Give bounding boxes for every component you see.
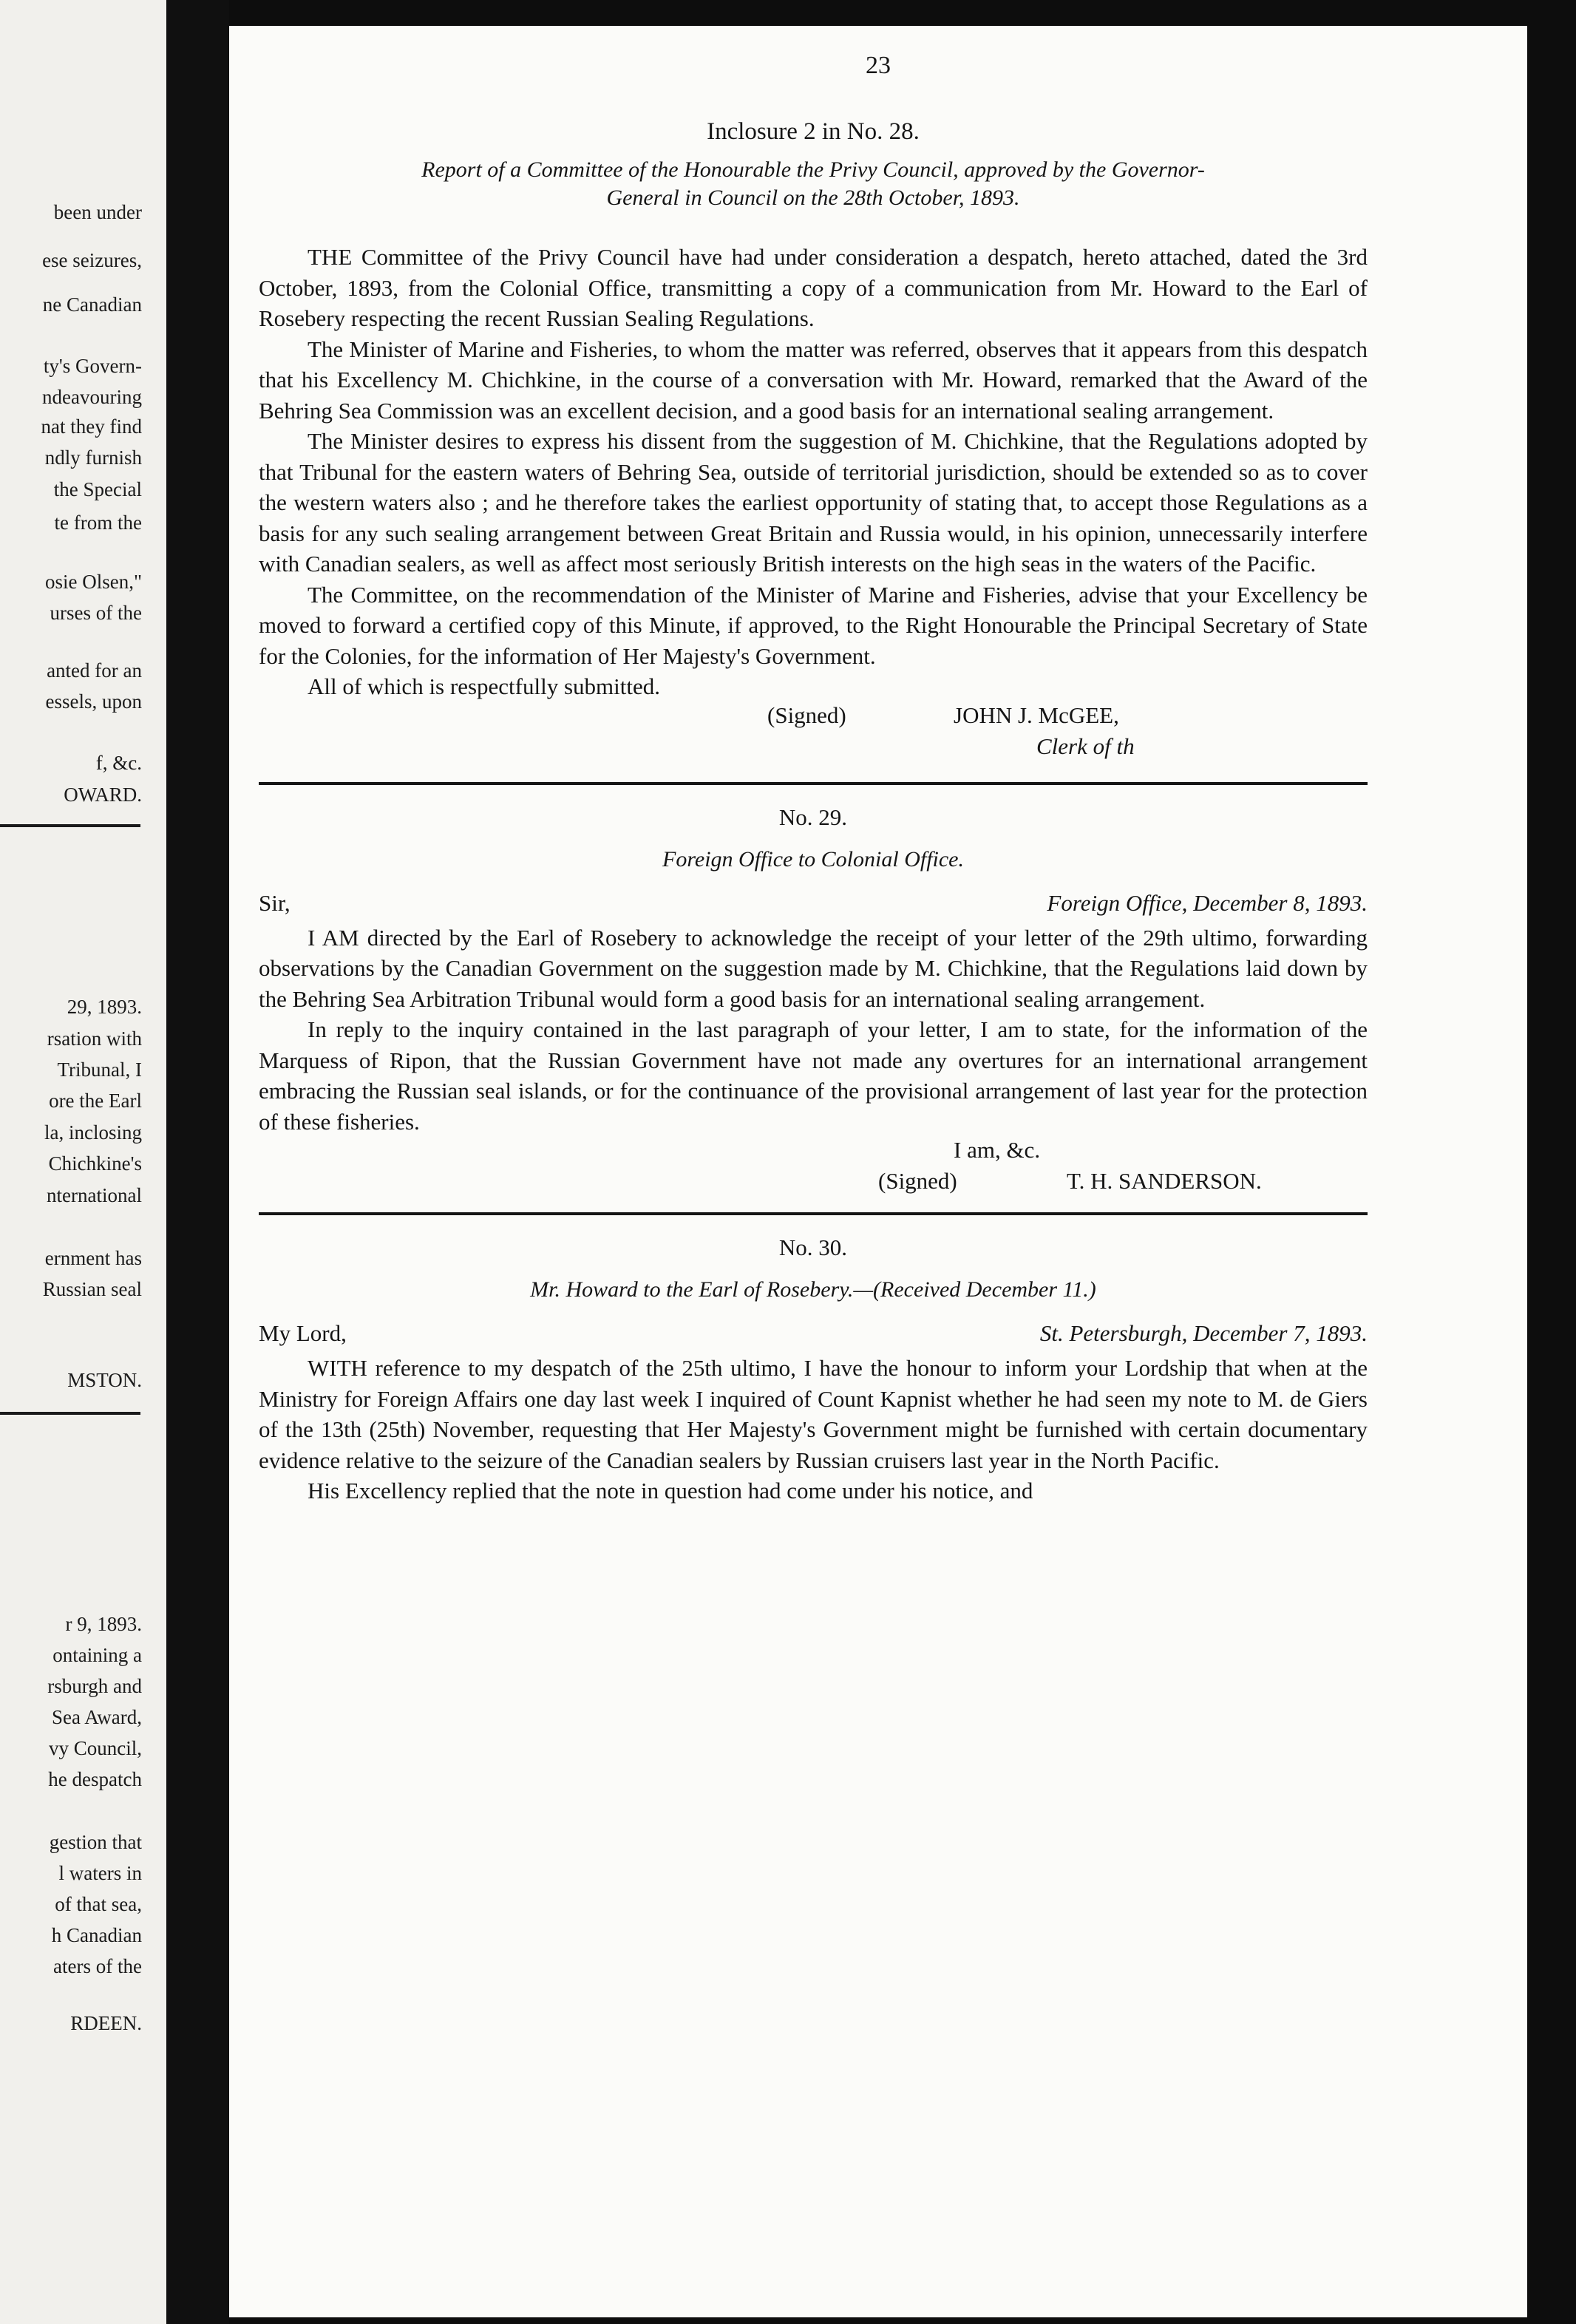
paragraph: The Minister of Marine and Fisheries, to whom the matter was referred, observes that it appears from this despatch that his Excellency M. Chichkine, in the course of a conversation with Mr. Howard, remarked that the Award of the Behring Sea Commission was an excellent decision, and a good basis for an international sealing arrangement.: [259, 336, 1368, 424]
document-number: No. 29.: [778, 803, 848, 830]
book-gutter: [166, 0, 229, 2324]
dateline: [259, 890, 1368, 923]
left-page-line: Russian seal: [42, 1278, 142, 1300]
closing-text: I am, &c.: [954, 1137, 1041, 1163]
signer-name: JOHN J. McGEE,: [954, 701, 1119, 728]
left-page-line: aters of the: [53, 1955, 142, 1977]
adjacent-page-fragment: [0, 0, 166, 2324]
paragraph: His Excellency replied that the note in question had come under his notice, and: [308, 1478, 1033, 1504]
signed-label: (Signed): [878, 1168, 957, 1194]
document-page: [229, 26, 1527, 2317]
paragraph: All of which is respectfully submitted.: [308, 673, 660, 699]
salutation: Sir,: [259, 889, 291, 916]
left-page-line: gestion that: [49, 1831, 142, 1853]
signer-name: T. H. SANDERSON.: [1067, 1168, 1262, 1194]
left-page-line: osie Olsen,": [44, 571, 142, 593]
document-subtitle: Mr. Howard to the Earl of Rosebery.—(Received December 11.): [530, 1277, 1096, 1302]
left-page-line: ore the Earl: [49, 1090, 142, 1112]
report-body: [259, 242, 1368, 702]
left-page-line: vy Council,: [49, 1737, 142, 1759]
paragraph: WITH reference to my despatch of the 25th ultimo, I have the honour to inform your Lordship that when at the Ministry for Foreign Affairs one day last week I inquired of Count Kapnist whether he had seen my note to M. de Giers of the 13th (25th) November, requesting that Her Majesty's Government might be furnished with certain documentary evidence relative to the seizure of the Canadian sealers by Russian cruisers last year in the North Pacific.: [259, 1355, 1368, 1473]
inclosure-heading: Inclosure 2 in No. 28.: [707, 118, 920, 145]
left-page-line: r 9, 1893.: [65, 1613, 142, 1635]
signer-title: [259, 733, 1368, 769]
left-page-line: ontaining a: [52, 1644, 142, 1666]
left-page-line: OWARD.: [64, 784, 142, 806]
date-place: Foreign Office,: [1047, 889, 1188, 916]
report-title-line: Report of a Committee of the Honourable the Privy Council, approved by the Governor-: [421, 157, 1205, 182]
left-page-line: la, inclosing: [44, 1121, 142, 1144]
left-page-line: rsburgh and: [47, 1675, 142, 1697]
left-page-line: the Special: [53, 478, 142, 500]
left-page-line: urses of the: [50, 602, 142, 624]
document-subtitle: Foreign Office to Colonial Office.: [662, 846, 964, 872]
closing: [259, 1137, 1368, 1168]
left-page-line: of that sea,: [55, 1893, 142, 1915]
salutation: My Lord,: [259, 1320, 347, 1346]
paragraph: THE Committee of the Privy Council have had under consideration a despatch, hereto attached, dated the 3rd October, 1893, from the Colonial Office, transmitting a copy of a communication from Mr. Howard to the Earl of Rosebery respecting the recent Russian Sealing Regulations.: [259, 244, 1368, 331]
left-page-line: te from the: [54, 512, 142, 534]
paragraph: I AM directed by the Earl of Rosebery to acknowledge the receipt of your letter of the 29th ultimo, forwarding observations by the Canadian Government on the suggestion made by M. Chichkine, that the Regulations laid down by the Behring Sea Arbitration Tribunal would form a good basis for an international sealing arrangement.: [259, 924, 1368, 1012]
paragraph: The Minister desires to express his dissent from the suggestion of M. Chichkine, that the Regulations adopted by that Tribunal for the eastern waters of Behring Sea, outside of territorial jurisdiction, should be extended so as to cover the western waters also ; and he therefore takes the earliest opportunity of stating that, to accept those Regulations as a basis for any such sealing arrangement between Great Britain and Russia would, in his opinion, unnecessarily interfere with Canadian sealers, as well as affect most seriously British interests on the high seas in the waters of the Pacific.: [259, 428, 1368, 577]
left-page-line: ese seizures,: [42, 249, 142, 271]
left-page-line: anted for an: [47, 659, 142, 682]
report-title-line: General in Council on the 28th October, 1893.: [606, 186, 1020, 210]
left-page-line: ne Canadian: [42, 293, 142, 316]
date-value: December 8, 1893.: [1193, 889, 1368, 916]
left-page-line: ty's Govern-: [43, 355, 142, 377]
paragraph: The Committee, on the recommendation of the Minister of Marine and Fisheries, advise that your Excellency be moved to forward a certified copy of this Minute, if approved, to the Right Honourable the Principal Secretary of State for the Colonies, for the information of Her Majesty's Government.: [259, 581, 1368, 669]
section-divider: [259, 1212, 1368, 1215]
date-value: December 7, 1893.: [1193, 1320, 1368, 1346]
signature: [259, 1168, 1368, 1199]
left-page-line: Tribunal, I: [57, 1059, 142, 1081]
left-page-line: rsation with: [47, 1027, 142, 1050]
left-page-line: f, &c.: [95, 752, 142, 774]
report-signature: [259, 702, 1368, 733]
left-page-line: l waters in: [58, 1862, 142, 1884]
left-page-line: ndly furnish: [44, 446, 142, 469]
left-page-line: been under: [53, 201, 142, 223]
left-page-line: RDEEN.: [70, 2012, 142, 2034]
left-page-line: 29, 1893.: [67, 996, 142, 1018]
report-title: [259, 156, 1368, 212]
left-page-divider: [0, 1412, 140, 1415]
date: [1047, 890, 1368, 917]
left-page-line: ndeavouring: [42, 386, 142, 408]
date-place: St. Petersburgh,: [1039, 1320, 1188, 1346]
left-page-line: Sea Award,: [52, 1706, 142, 1728]
signed-label: (Signed): [767, 701, 846, 728]
left-page-line: MSTON.: [67, 1369, 142, 1391]
section-divider: [259, 782, 1368, 785]
signer-title-text: Clerk of th: [1036, 733, 1135, 759]
left-page-line: nat they find: [41, 415, 142, 438]
page-content: [259, 118, 1368, 1506]
date: [1040, 1320, 1368, 1347]
left-page-line: essels, upon: [45, 690, 142, 713]
left-page-line: ernment has: [44, 1247, 142, 1269]
dateline: [259, 1320, 1368, 1353]
left-page-line: Chichkine's: [48, 1152, 142, 1175]
left-page-divider: [0, 824, 140, 827]
paragraph: In reply to the inquiry contained in the last paragraph of your letter, I am to state, for the information of the Marquess of Ripon, that the Russian Government have not made any overtures for an international arrangement embracing the Russian seal islands, or for the continuance of the provisional arrangement of last year for the protection of these fisheries.: [259, 1016, 1368, 1135]
page-number: 23: [866, 52, 891, 79]
left-page-line: he despatch: [48, 1768, 142, 1790]
left-page-line: h Canadian: [51, 1924, 142, 1946]
left-page-line: nternational: [47, 1184, 142, 1206]
document-number: No. 30.: [778, 1234, 848, 1260]
